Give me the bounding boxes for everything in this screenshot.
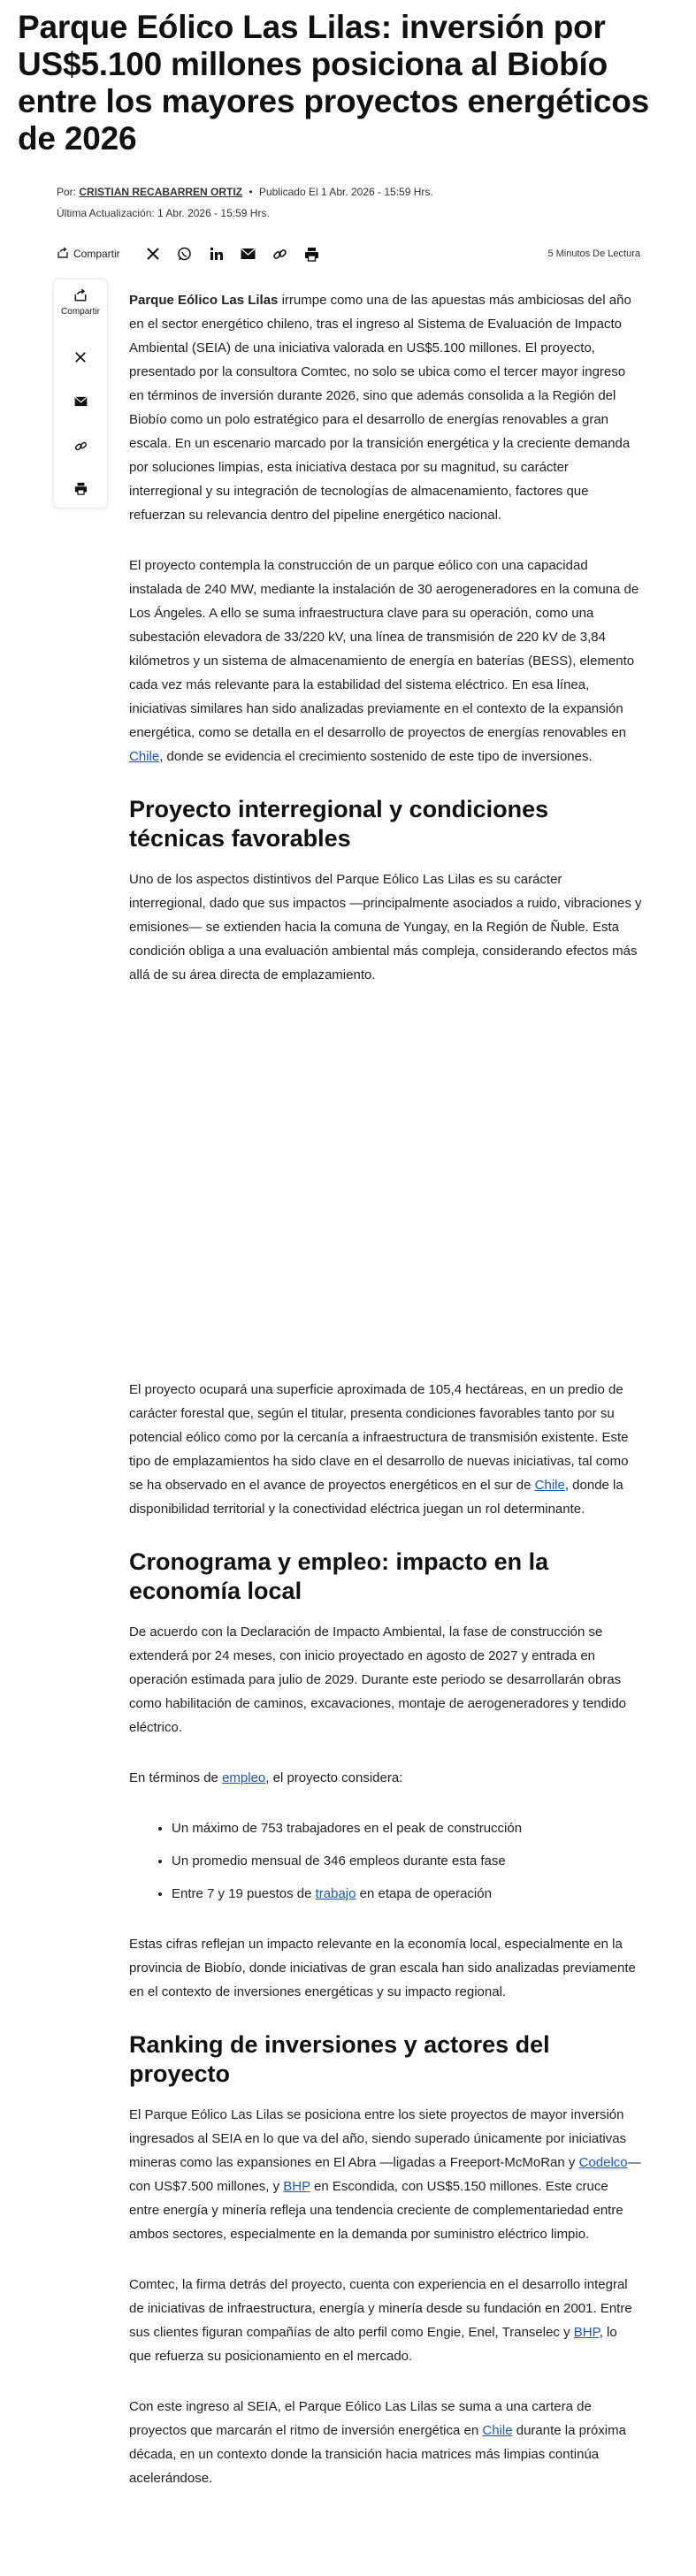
published-date: Publicado El 1 Abr. 2026 - 15:59 Hrs.: [258, 186, 433, 198]
x-icon[interactable]: [72, 348, 89, 366]
paragraph-text: en Escondida, con US$5.150 millones. Este cruce entre energía y minería refleja una tendencia creciente de complementariedad entre ambos sectores, especialmente en la demanda por suministro eléctrico limpio.: [129, 2179, 623, 2242]
paragraph-employment: [129, 1766, 642, 1790]
chile-link[interactable]: Chile: [129, 749, 160, 764]
list-item-text: Entre 7 y 19 puestos de: [172, 1886, 316, 1901]
codelco-link[interactable]: Codelco: [578, 2155, 628, 2170]
paragraph-text: — con US$7.500 millones, y: [129, 2155, 641, 2194]
paragraph-text: Comtec, la firma detrás del proyecto, cuenta con experiencia en el desarrollo integral de iniciativas de infraestructura, energía y minería desde su fundación en 2001. Entre sus clientes figuran compañías de alto perfil como Engie, Enel, Transelec y: [129, 2277, 632, 2340]
share-icon: [57, 247, 69, 262]
section-heading-interregional: Proyecto interregional y condiciones técnicas favorables: [129, 796, 549, 852]
side-share-rail: [53, 279, 108, 508]
chile-link[interactable]: Chile: [482, 2423, 513, 2438]
print-icon[interactable]: [304, 246, 320, 262]
section-heading-ranking: Ranking de inversiones y actores del proyecto: [129, 2031, 550, 2087]
paragraph-schedule: De acuerdo con la Declaración de Impacto Ambiental, la fase de construcción se extenderá por 24 meses, con inicio proyectado en agosto de 2027 y entrada en operación estimada para julio de 2029. Durante este periodo se desarrollarán obras como habilitación de caminos, excavaciones, montaje de aerogeneradores y tendido eléctrico.: [129, 1624, 627, 1735]
share-icon: [73, 295, 88, 305]
section-heading-schedule: Cronograma y empleo: impacto en la economía local: [129, 1548, 549, 1604]
paragraph-text: , lo que refuerza su posicionamiento en el mercado.: [129, 2325, 617, 2364]
share-label: Compartir: [73, 248, 120, 260]
paragraph-closing: [129, 2395, 642, 2490]
article-body: [129, 288, 642, 2517]
paragraph-interregional: Uno de los aspectos distintivos del Parque Eólico Las Lilas es su carácter interregional, dado que sus impactos —principalmente asociados a ruido, vibraciones y emisiones— se extienden hacia la comuna de Yungay, en la Región de Ñuble. Esta condición obliga a una evaluación ambiental más compleja, considerando efectos más allá de su área directa de emplazamiento.: [129, 872, 642, 982]
print-icon[interactable]: [72, 479, 89, 497]
bhp-link[interactable]: BHP: [283, 2179, 310, 2194]
rail-share-label: Compartir: [61, 307, 100, 317]
rail-share-button[interactable]: [54, 288, 107, 317]
updated-date: Última Actualización: 1 Abr. 2026 - 15:59 Hrs.: [57, 207, 270, 219]
paragraph-text: , el proyecto considera:: [265, 1770, 403, 1785]
paragraph-text: El proyecto ocupará una superficie aproximada de 105,4 hectáreas, en un predio de carácter forestal que, según el titular, presenta condiciones favorables tanto por su potencial eólico como por la cercanía a infraestructura de transmisión existente. Este tipo de emplazamientos ha sido clave en el desarrollo de nuevas iniciativas, tal como se ha observado en el avance de proyectos energéticos en el sur de: [129, 1382, 629, 1493]
list-item: [172, 1882, 642, 1906]
paragraph-text: En términos de: [129, 1770, 223, 1785]
list-item: • Un promedio mensual de 346 empleos durante esta fase: [172, 1849, 642, 1873]
paragraph-project: [129, 554, 642, 768]
read-time: 5 Minutos De Lectura: [547, 248, 640, 259]
paragraph-intro: [129, 288, 642, 527]
paragraph-text: Con este ingreso al SEIA, el Parque Eólico Las Lilas se suma a una cartera de proyectos que marcarán el ritmo de inversión energética en: [129, 2399, 592, 2438]
whatsapp-icon[interactable]: [177, 246, 193, 262]
lead-text: Parque Eólico Las Lilas: [129, 293, 279, 308]
email-icon[interactable]: [241, 246, 256, 262]
paragraph-surface: [129, 1378, 642, 1521]
paragraph-text: , donde se evidencia el crecimiento sostenido de este tipo de inversiones.: [159, 749, 593, 764]
paragraph-ranking: [129, 2103, 642, 2246]
bhp-link[interactable]: BHP: [573, 2325, 600, 2340]
email-icon[interactable]: [72, 393, 89, 410]
ad-placeholder: [129, 1013, 642, 1351]
empleo-link[interactable]: empleo: [222, 1770, 266, 1785]
byline-separator: •: [249, 186, 253, 198]
x-icon[interactable]: [145, 246, 161, 262]
paragraph-text: , donde la disponibilidad territorial y la conectividad eléctrica juegan un rol determinante.: [129, 1478, 623, 1517]
list-item-text: en etapa de operación: [356, 1886, 492, 1901]
byline-prefix: Por:: [57, 186, 77, 198]
employment-list: [129, 1816, 642, 1906]
paragraph-text: El Parque Eólico Las Lilas se posiciona entre los siete proyectos de mayor inversión ingresados al SEIA en lo que va del año, siendo superado únicamente por iniciativas mineras como las expansiones en El Abra —ligadas a Freeport-McMoRan y: [129, 2107, 627, 2170]
trabajo-link[interactable]: trabajo: [315, 1886, 356, 1901]
paragraph-local-economy: Estas cifras reflejan un impacto relevante en la economía local, especialmente en la provincia de Biobío, donde iniciativas de gran escala han sido analizadas previamente en el contexto de inversiones energéticas y su impacto regional.: [129, 1937, 636, 1999]
paragraph-text: durante la próxima década, en un contexto donde la transición hacia matrices más limpias continúa acelerándose.: [129, 2423, 626, 2486]
paragraph-text: irrumpe como una de las apuestas más ambiciosas del año en el sector energético chileno, tras el ingreso al Sistema de Evaluación de Impacto Ambiental (SEIA) de una iniciativa valorada en US$5.100 millones. El proyecto, presentado por la consultora Comtec, no solo se ubica como el tercer mayor ingreso en términos de inversión durante 2026, sino que además consolida a la Región del Biobío como un polo estratégico para el desarrollo de energías renovables a gran escala. En un escenario marcado por la transición energética y la creciente demanda por soluciones limpias, esta iniciativa destaca por su magnitud, su carácter interregional y su integración de tecnologías de almacenamiento, factores que refuerzan su relevancia dentro del pipeline energético nacional.: [129, 293, 631, 523]
linkedin-icon[interactable]: [209, 246, 225, 262]
chile-link[interactable]: Chile: [534, 1478, 565, 1493]
link-icon[interactable]: [272, 246, 288, 262]
list-item: • Un máximo de 753 trabajadores en el peak de construcción: [172, 1816, 642, 1840]
link-icon[interactable]: [72, 437, 89, 455]
share-bar: [57, 244, 640, 264]
share-button[interactable]: [57, 247, 120, 262]
paragraph-text: El proyecto contempla la construcción de un parque eólico con una capacidad instalada de 240 MW, mediante la instalación de 30 aerogeneradores en la comuna de Los Ángeles. A ello se suma infraestructura clave para su operación, como una subestación elevadora de 33/220 kV, una línea de transmisión de 220 kV de 3,84 kilómetros y un sistema de almacenamiento de energía en baterías (BESS), elemento cada vez más relevante para la estabilidad del sistema eléctrico. En esa línea, iniciativas similares han sido analizadas previamente en el contexto de la expansión energética, como se detalla en el desarrollo de proyectos de energías renovables en: [129, 558, 639, 740]
byline: [57, 186, 433, 198]
author-link[interactable]: CRISTIAN RECABARREN ORTIZ: [79, 186, 243, 198]
article-headline: Parque Eólico Las Lilas: inversión por US$5.100 millones posiciona al Biobío entre los mayores proyectos energéticos de 2026: [18, 9, 649, 157]
paragraph-comtec: [129, 2273, 642, 2368]
